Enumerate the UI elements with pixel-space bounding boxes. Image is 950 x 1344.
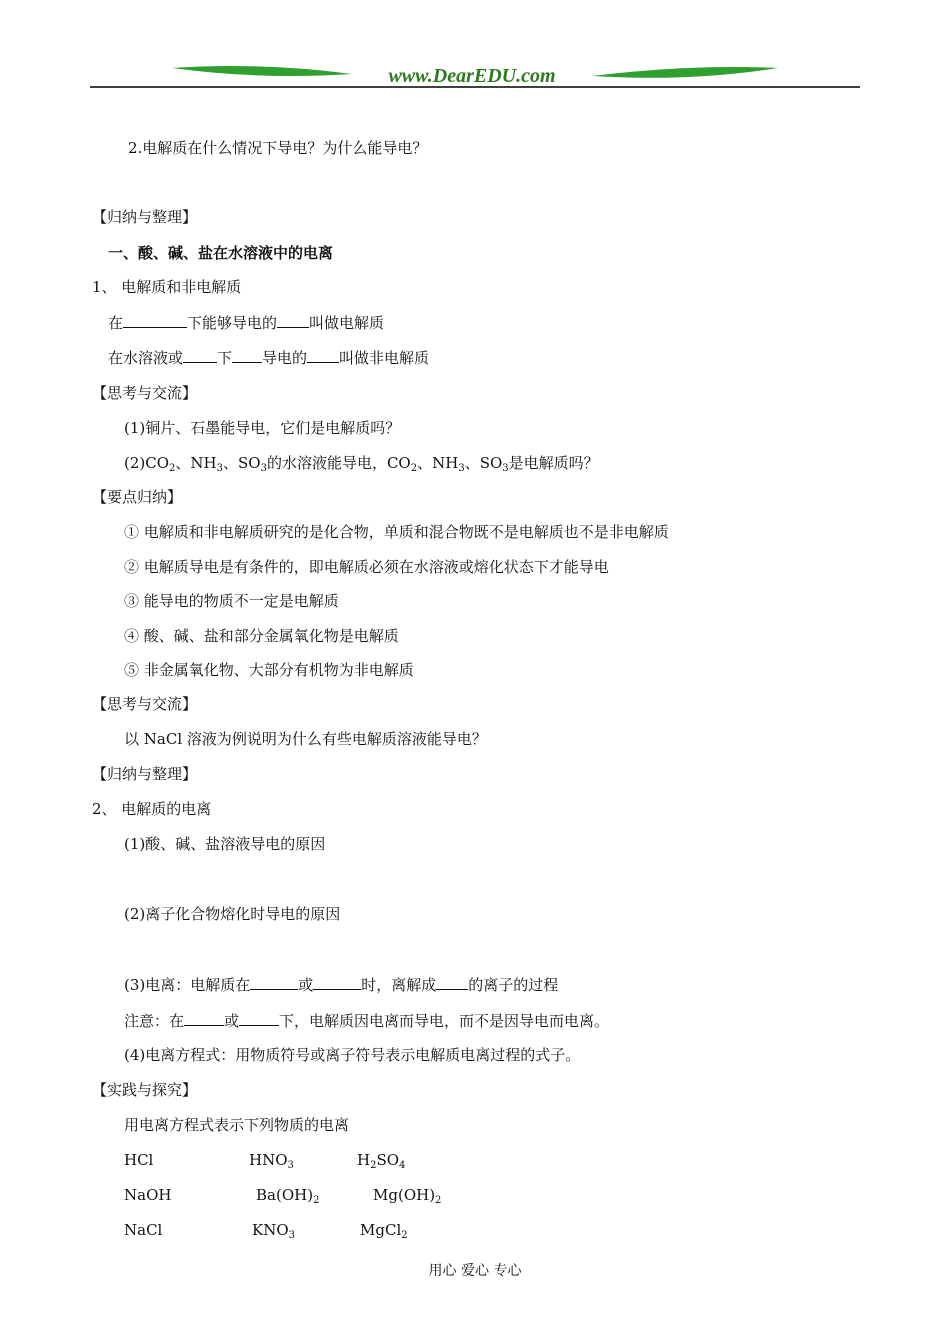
formula-hno3: $HNO_3$ [249, 1151, 294, 1171]
right-swoosh [592, 67, 778, 78]
formula-nacl: NaCl [124, 1221, 163, 1239]
fill-blank[interactable] [183, 348, 217, 363]
formula-h2so4: $H_2SO_4$ [357, 1151, 406, 1171]
think-question-nacl: 以 NaCl 溶液为例说明为什么有些电解质溶液能导电？ [124, 730, 487, 748]
key-point-4: ④ 酸、碱、盐和部分金属氧化物是电解质 [124, 627, 399, 645]
key-point-1: ① 电解质和非电解质研究的是化合物，单质和混合物既不是电解质也不是非电解质 [124, 523, 669, 541]
reason-2: (2)离子化合物熔化时导电的原因 [124, 905, 341, 923]
ionization-equation-definition: (4)电离方程式：用物质符号或离子符号表示电解质电离过程的式子。 [124, 1046, 581, 1064]
fill-blank[interactable] [232, 348, 262, 363]
note-line: 注意：在 或 下，电解质因电离而导电，而不是因导电而电离。 [124, 1012, 610, 1030]
formula-mgoh2: $Mg(OH)_2$ [373, 1186, 442, 1206]
think-question-1: (1)铜片、石墨能导电，它们是电解质吗？ [124, 419, 401, 437]
reason-1: (1)酸、碱、盐溶液导电的原因 [124, 835, 326, 853]
formula-hcl: HCl [124, 1151, 154, 1169]
page-header [0, 0, 950, 100]
section-heading-practice: 【实践与探究】 [92, 1081, 198, 1099]
left-swoosh [172, 66, 352, 76]
formula-mgcl2: MgCl$_2$ [360, 1221, 408, 1241]
practice-instruction: 用电离方程式表示下列物质的电离 [124, 1116, 350, 1134]
definition-nonelectrolyte: 在水溶液或 下 导电的 叫做非电解质 [108, 349, 430, 367]
fill-blank[interactable] [307, 348, 339, 363]
fill-blank[interactable] [277, 313, 309, 328]
section-heading-key-points: 【要点归纳】 [92, 488, 183, 506]
formula-baoh2: $Ba(OH)_2$ [256, 1186, 320, 1206]
key-point-2: ② 电解质导电是有条件的，即电解质必须在水溶液或熔化状态下才能导电 [124, 558, 609, 576]
fill-blank[interactable] [123, 313, 187, 328]
fill-blank[interactable] [313, 975, 361, 990]
formula-kno3: $KNO_3$ [252, 1221, 296, 1241]
section-heading-think-2: 【思考与交流】 [92, 695, 198, 713]
page-footer: 用心 爱心 专心 [428, 1263, 522, 1279]
think-question-2: $(2)CO_2$、$NH_3$、$SO_3$的水溶液能导电，$CO_2$、$NH_3$、$SO_3$是电解质吗？ [124, 454, 599, 474]
fill-blank[interactable] [436, 975, 468, 990]
section-heading-summary-2: 【归纳与整理】 [92, 765, 198, 783]
logo-text: www.DearEDU.com [388, 65, 556, 87]
item-1-title: 1、 电解质和非电解质 [92, 278, 242, 296]
fill-blank[interactable] [250, 975, 298, 990]
section-heading-think: 【思考与交流】 [92, 384, 198, 402]
heading-ionization: 一、酸、碱、盐在水溶液中的电离 [108, 244, 334, 262]
fill-blank[interactable] [239, 1011, 279, 1026]
item-2-title: 2、 电解质的电离 [92, 800, 212, 818]
ionization-definition: (3)电离：电解质在 或 时，离解成 的离子的过程 [124, 976, 559, 994]
key-point-3: ③ 能导电的物质不一定是电解质 [124, 592, 339, 610]
key-point-5: ⑤ 非金属氧化物、大部分有机物为非电解质 [124, 661, 414, 679]
question-2: 2.电解质在什么情况下导电？为什么能导电？ [128, 139, 428, 157]
logo-banner [0, 0, 950, 100]
fill-blank[interactable] [184, 1011, 224, 1026]
formula-naoh: NaOH [124, 1186, 172, 1204]
section-heading-summary: 【归纳与整理】 [92, 208, 198, 226]
definition-electrolyte: 在 下能够导电的 叫做电解质 [108, 314, 385, 332]
